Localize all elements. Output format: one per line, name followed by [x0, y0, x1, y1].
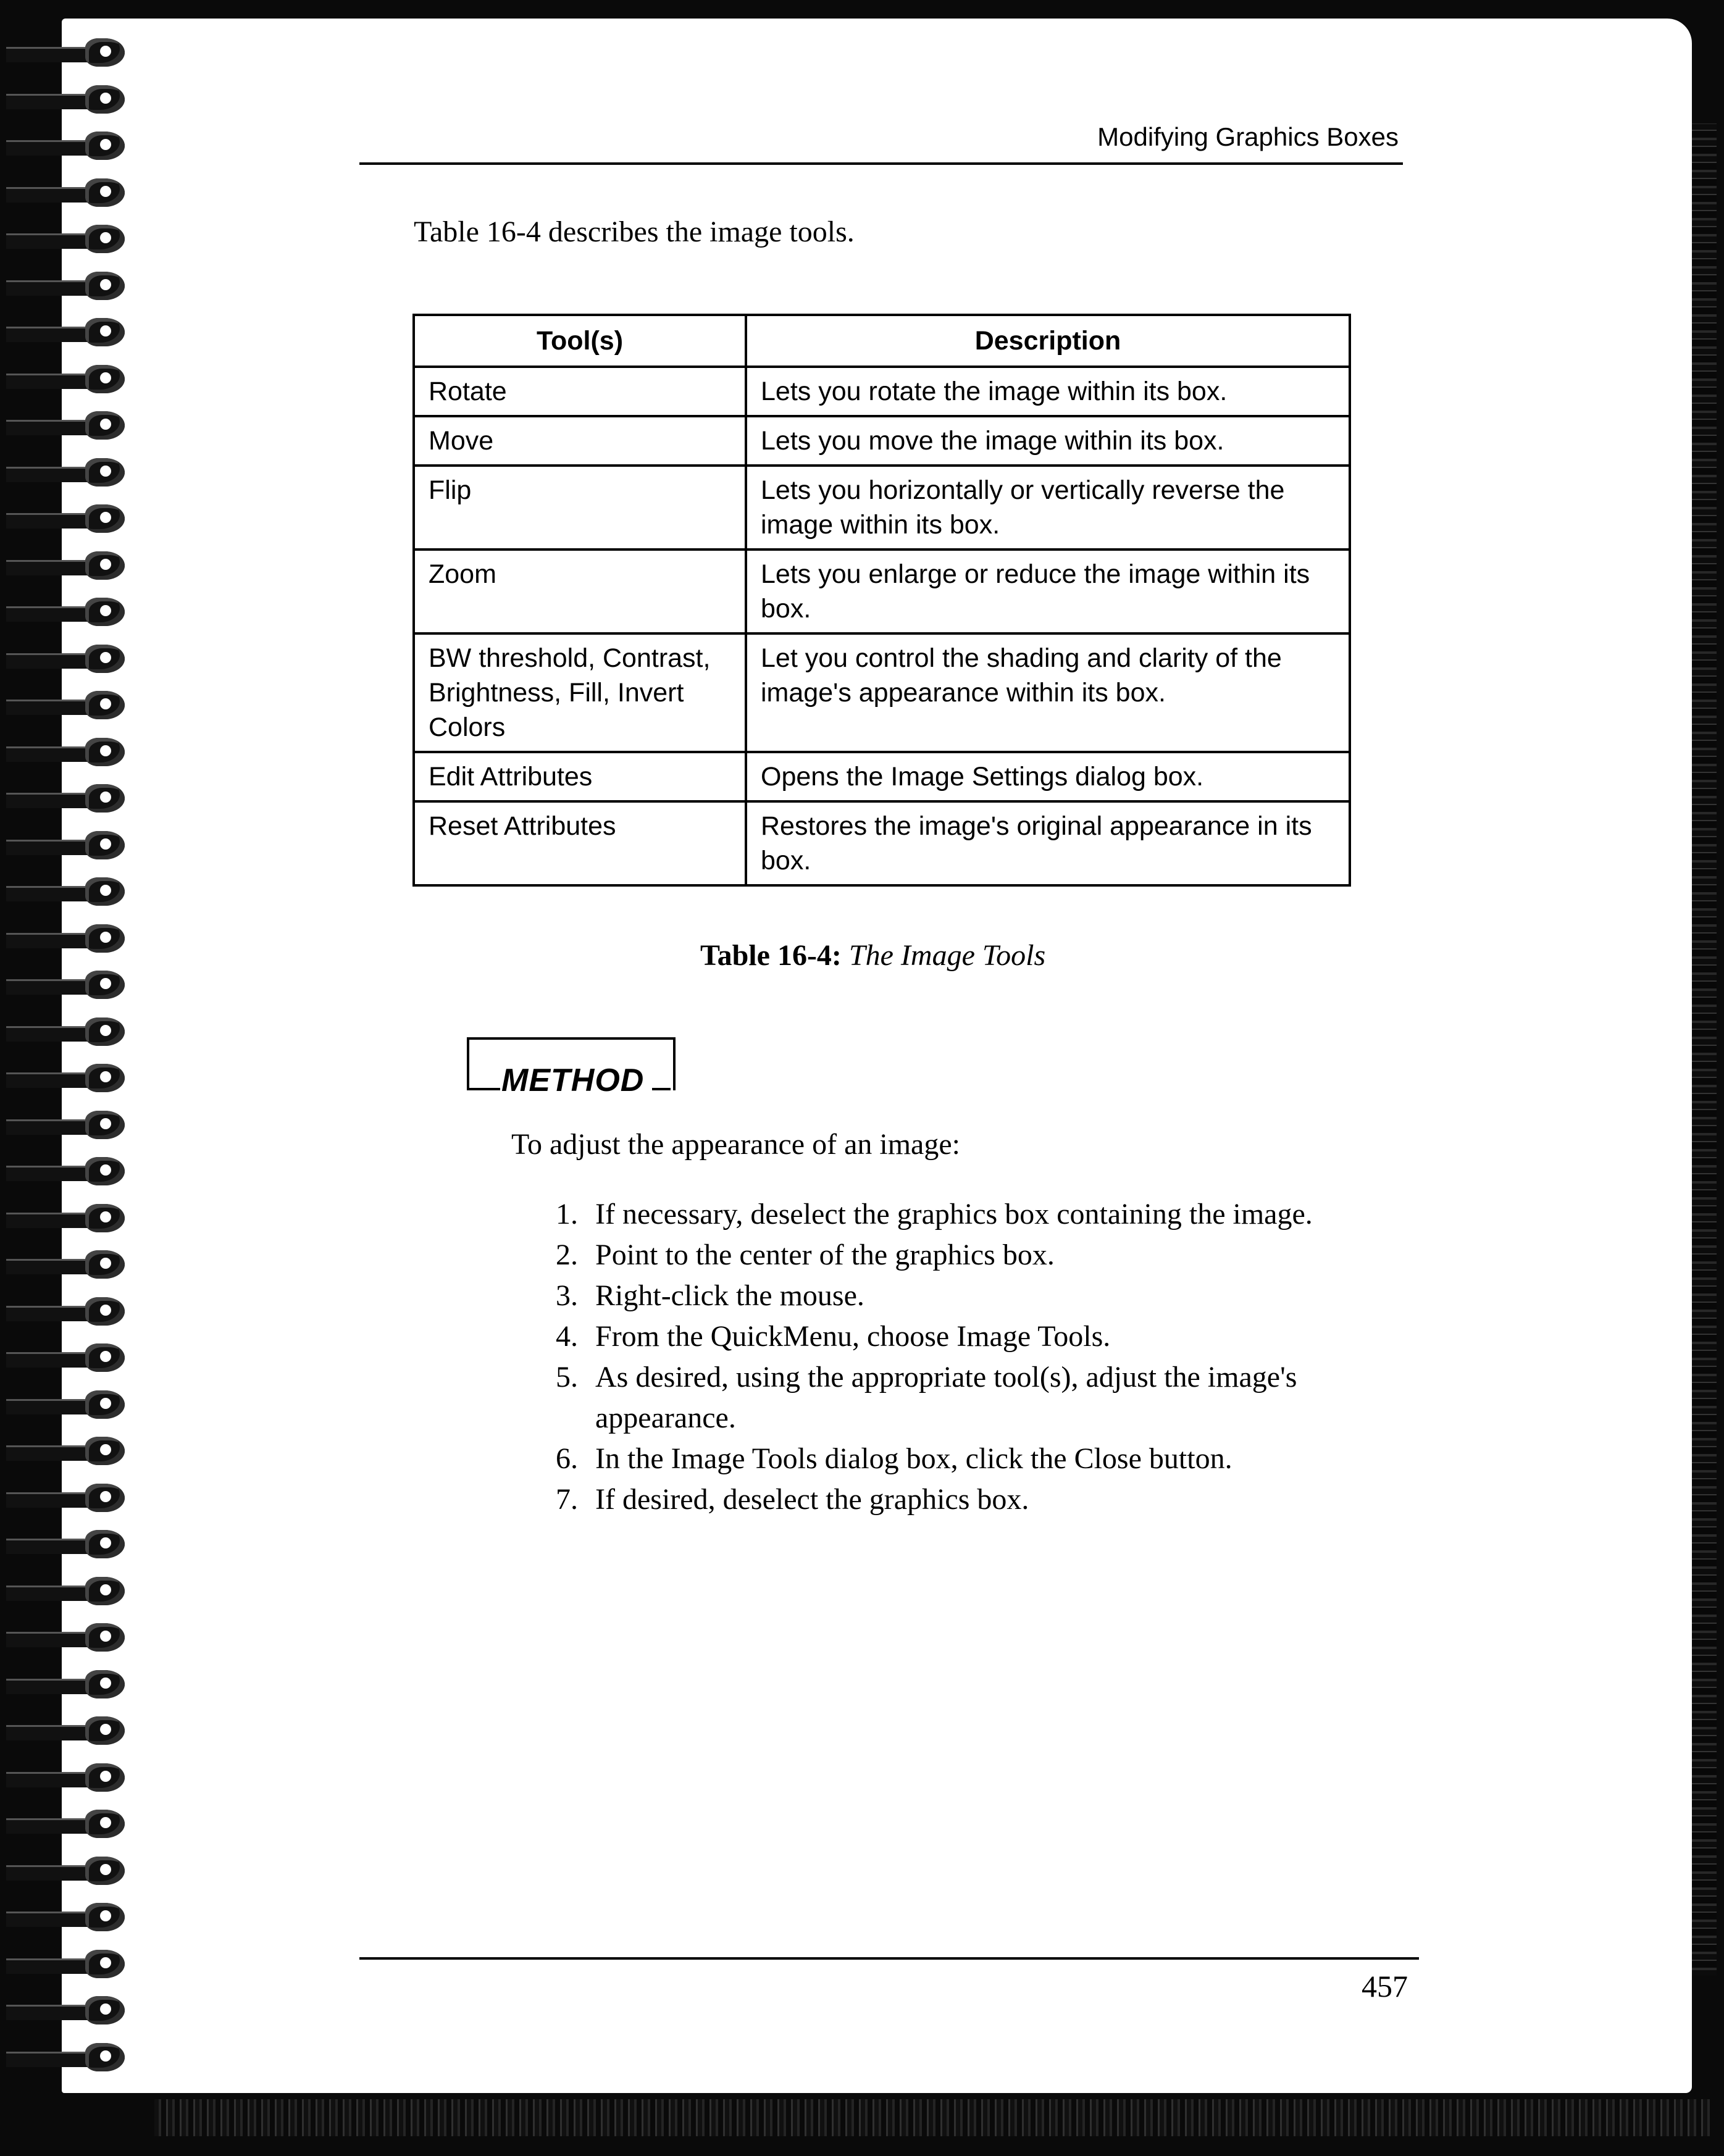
binding-ring: [6, 1342, 136, 1373]
binding-ring: [6, 830, 136, 861]
method-lead: To adjust the appearance of an image:: [511, 1128, 960, 1161]
list-item: [556, 1439, 1358, 1479]
description-cell: Lets you enlarge or reduce the image within its box.: [746, 549, 1350, 633]
step-number: 4.: [556, 1320, 578, 1353]
description-cell: Opens the Image Settings dialog box.: [746, 752, 1350, 801]
footer-rule: [359, 1957, 1419, 1960]
description-cell: Lets you rotate the image within its box.: [746, 367, 1350, 416]
binding-ring: [6, 1902, 136, 1932]
binding-ring: [6, 969, 136, 1000]
table-row: [414, 466, 1350, 549]
binding-ring: [6, 1855, 136, 1886]
binding-ring: [6, 1109, 136, 1140]
binding-ring: [6, 1249, 136, 1280]
step-text: As desired, using the appropriate tool(s), adjust the image's appearance.: [595, 1361, 1297, 1434]
step-text: If desired, deselect the graphics box.: [595, 1483, 1029, 1516]
method-box: [467, 1037, 671, 1097]
list-item: [556, 1194, 1358, 1235]
binding-ring: [6, 1156, 136, 1187]
binding-ring: [6, 224, 136, 254]
table-row: [414, 801, 1350, 885]
list-item: [556, 1357, 1358, 1439]
description-cell: Lets you horizontally or vertically reverse the image within its box.: [746, 466, 1350, 549]
list-item: [556, 1316, 1358, 1357]
binding-ring: [6, 1808, 136, 1839]
binding-ring: [6, 1482, 136, 1513]
table-row: [414, 752, 1350, 801]
description-cell: Let you control the shading and clarity of the image's appearance within its box.: [746, 633, 1350, 752]
binding-ring: [6, 923, 136, 954]
binding-ring: [6, 1296, 136, 1327]
binding-ring: [6, 783, 136, 814]
binding-ring: [6, 1435, 136, 1466]
binding-ring: [6, 1762, 136, 1793]
description-cell: Lets you move the image within its box.: [746, 416, 1350, 466]
tool-cell: Rotate: [414, 367, 746, 416]
method-bracket-left-foot: [467, 1088, 500, 1090]
binding-ring: [6, 1576, 136, 1607]
running-header: Modifying Graphics Boxes: [1097, 122, 1399, 151]
method-bracket-right-foot: [652, 1088, 671, 1090]
binding-ring: [6, 270, 136, 301]
binding-ring: [6, 503, 136, 534]
binding-ring: [6, 1016, 136, 1047]
step-text: In the Image Tools dialog box, click the Close button.: [595, 1442, 1232, 1475]
table-row: [414, 416, 1350, 466]
scan-bottom-noise: [154, 2099, 1710, 2136]
header-rule: [359, 162, 1403, 165]
binding-ring: [6, 177, 136, 208]
tool-cell: Edit Attributes: [414, 752, 746, 801]
table-row: [414, 549, 1350, 633]
binding-ring: [6, 1715, 136, 1746]
tool-cell: Flip: [414, 466, 746, 549]
binding-ring: [6, 550, 136, 581]
table-caption: [700, 938, 1045, 972]
binding-ring: [6, 1203, 136, 1234]
binding-ring: [6, 690, 136, 721]
binding-ring: [6, 410, 136, 441]
binding-ring: [6, 364, 136, 395]
step-number: 1.: [556, 1198, 578, 1231]
binding-ring: [6, 1529, 136, 1560]
binding-ring: [6, 1389, 136, 1420]
tool-cell: Reset Attributes: [414, 801, 746, 885]
step-text: Point to the center of the graphics box.: [595, 1239, 1055, 1271]
spiral-binding: [0, 37, 142, 2099]
table-row: [414, 633, 1350, 752]
tool-cell: BW threshold, Contrast, Brightness, Fill, Invert Colors: [414, 633, 746, 752]
binding-ring: [6, 130, 136, 161]
step-text: Right-click the mouse.: [595, 1279, 864, 1312]
step-number: 2.: [556, 1239, 578, 1271]
binding-ring: [6, 2042, 136, 2073]
binding-ring: [6, 737, 136, 767]
binding-ring: [6, 317, 136, 348]
binding-ring: [6, 1669, 136, 1700]
tool-cell: Zoom: [414, 549, 746, 633]
caption-label: Table 16-4:: [700, 939, 842, 972]
table-row: [414, 367, 1350, 416]
binding-ring: [6, 457, 136, 488]
description-cell: Restores the image's original appearance in its box.: [746, 801, 1350, 885]
column-header-tools: Tool(s): [414, 315, 746, 367]
binding-ring: [6, 596, 136, 627]
binding-ring: [6, 1995, 136, 2026]
caption-title: The Image Tools: [848, 939, 1046, 972]
binding-ring: [6, 1622, 136, 1653]
binding-ring: [6, 84, 136, 115]
tool-cell: Move: [414, 416, 746, 466]
binding-ring: [6, 643, 136, 674]
page-number: 457: [1362, 1969, 1408, 2003]
step-text: From the QuickMenu, choose Image Tools.: [595, 1320, 1111, 1353]
list-item: [556, 1276, 1358, 1316]
list-item: [556, 1479, 1358, 1520]
image-tools-table: [412, 314, 1351, 887]
steps-list: [556, 1194, 1358, 1520]
binding-ring: [6, 1063, 136, 1093]
step-number: 7.: [556, 1483, 578, 1516]
method-label: METHOD: [501, 1063, 645, 1098]
step-number: 5.: [556, 1361, 578, 1393]
list-item: [556, 1235, 1358, 1276]
table-header-row: [414, 315, 1350, 367]
binding-ring: [6, 1949, 136, 1979]
column-header-description: Description: [746, 315, 1350, 367]
step-text: If necessary, deselect the graphics box containing the image.: [595, 1198, 1313, 1231]
binding-ring: [6, 37, 136, 68]
step-number: 3.: [556, 1279, 578, 1312]
binding-ring: [6, 876, 136, 907]
intro-paragraph: Table 16-4 describes the image tools.: [414, 215, 855, 248]
step-number: 6.: [556, 1442, 578, 1475]
